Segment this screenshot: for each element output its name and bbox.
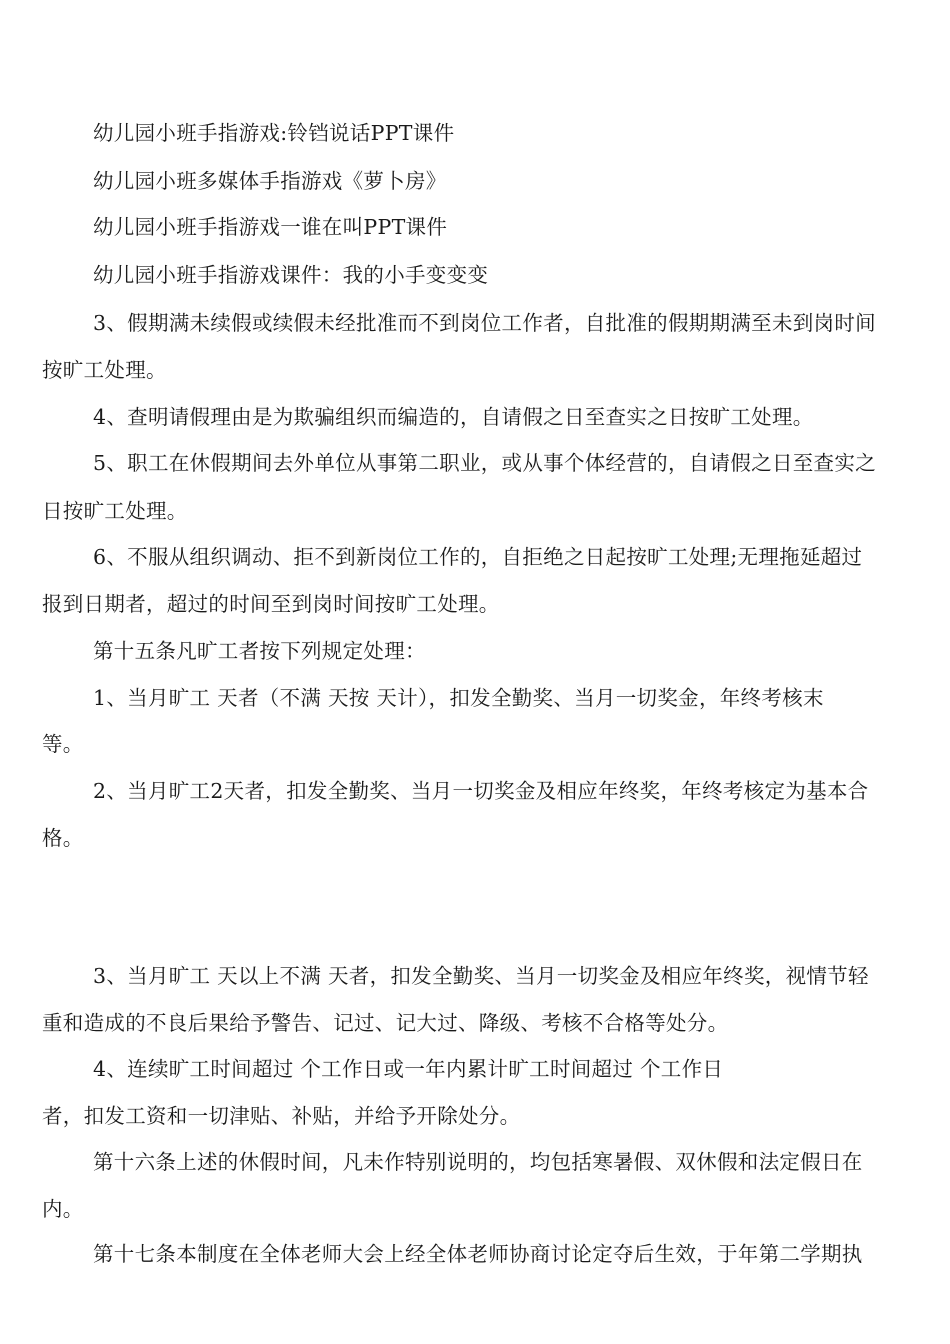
text-line: 者，扣发工资和一切津贴、补贴，并给予开除处分。 (42, 1104, 521, 1128)
text-line: 内。 (42, 1197, 84, 1221)
text-line: 幼儿园小班手指游戏一谁在叫PPT课件 (93, 215, 448, 239)
text-line: 第十七条本制度在全体老师大会上经全体老师协商讨论定夺后生效，于年第二学期执 (93, 1242, 863, 1266)
text-line: 3、假期满未续假或续假未经批准而不到岗位工作者，自批准的假期期满至未到岗时间 (93, 311, 876, 335)
text-line: 第十六条上述的休假时间，凡未作特别说明的，均包括寒暑假、双休假和法定假日在 (93, 1150, 863, 1174)
text-line: 幼儿园小班多媒体手指游戏《萝卜房》 (93, 169, 447, 193)
text-line: 按旷工处理。 (42, 358, 167, 382)
text-line: 6、不服从组织调动、拒不到新岗位工作的，自拒绝之日起按旷工处理;无理拖延超过 (93, 545, 863, 569)
text-line: 4、查明请假理由是为欺骗组织而编造的，自请假之日至查实之日按旷工处理。 (93, 405, 814, 429)
text-line: 4、连续旷工时间超过 个工作日或一年内累计旷工时间超过 个工作日 (93, 1057, 724, 1081)
text-line: 第十五条凡旷工者按下列规定处理： (93, 639, 426, 663)
text-line: 格。 (42, 826, 84, 850)
text-line: 2、当月旷工2天者，扣发全勤奖、当月一切奖金及相应年终奖，年终考核定为基本合 (93, 779, 869, 803)
text-line: 3、当月旷工 天以上不满 天者，扣发全勤奖、当月一切奖金及相应年终奖，视情节轻 (93, 964, 869, 988)
text-line: 幼儿园小班手指游戏课件：我的小手变变变 (93, 263, 489, 287)
text-line: 报到日期者，超过的时间至到岗时间按旷工处理。 (42, 592, 500, 616)
text-line: 5、职工在休假期间去外单位从事第二职业，或从事个体经营的，自请假之日至查实之 (93, 451, 876, 475)
text-line: 1、当月旷工 天者（不满 天按 天计），扣发全勤奖、当月一切奖金，年终考核末 (93, 686, 824, 710)
text-line: 幼儿园小班手指游戏:铃铛说话PPT课件 (93, 121, 455, 145)
text-line: 重和造成的不良后果给予警告、记过、记大过、降级、考核不合格等处分。 (42, 1011, 729, 1035)
text-line: 日按旷工处理。 (42, 499, 188, 523)
text-line: 等。 (42, 732, 84, 756)
